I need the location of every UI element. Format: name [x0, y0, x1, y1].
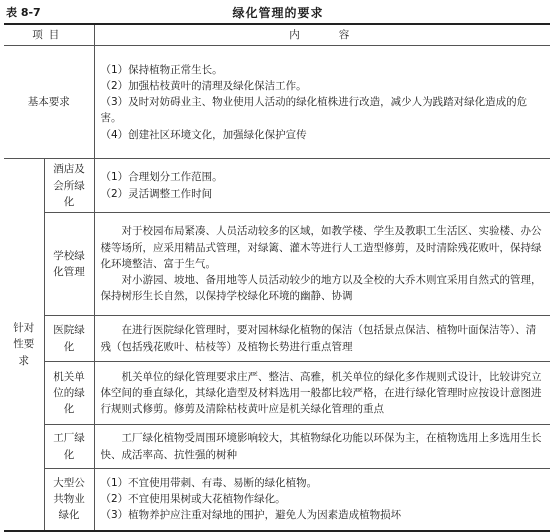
- table-caption: [6, 4, 550, 22]
- public-item: （1）不宜使用带刺、有毒、易断的绿化植物。: [100, 476, 318, 489]
- table-row-school: [4, 213, 550, 316]
- targeted-requirements-label: 针对性要求: [4, 159, 44, 531]
- row-label-government: 机关单位的绿化: [44, 362, 94, 425]
- row-content-school: [94, 213, 550, 316]
- row-content-government: [94, 362, 550, 425]
- table-row-basic: [4, 46, 550, 159]
- table-row-hospital: [4, 316, 550, 362]
- school-paragraph: 对小游园、坡地、备用地等人员活动较少的地方以及全校的大乔木则宜采用自然式的管理，保持树形生长自然，以保持学校绿化环境的幽静、协调: [100, 274, 542, 303]
- row-content-hotel: [94, 159, 550, 213]
- row-content-hospital: [94, 316, 550, 362]
- hotel-item: （1）合理划分工作范围。: [100, 171, 223, 184]
- table-number: 表 8-7: [6, 6, 41, 19]
- row-label-hotel: 酒店及会所绿化: [44, 159, 94, 213]
- requirements-table: [4, 23, 550, 532]
- public-item: （3）植物养护应注重对绿地的围护，避免人为因素造成植物损坏: [100, 509, 402, 522]
- basic-item: （3）及时对妨碍业主、物业使用人活动的绿化植株进行改造，减少人为践踏对绿化造成的危害。: [100, 96, 528, 125]
- basic-requirements-label: 基本要求: [4, 46, 94, 159]
- table-row-factory: [4, 425, 550, 469]
- school-paragraph: 对于校园布局紧凑、人员活动较多的区域，如教学楼、学生及教职工生活区、实验楼、办公楼等场所，应采用精品式管理，对绿篱、灌木等进行人工造型修剪，及时清除残花败叶，保持绿化环境整洁、富于生气。: [100, 225, 542, 270]
- table-title: 绿化管理的要求: [232, 6, 324, 20]
- header-item: 项目: [4, 24, 94, 46]
- header-content: 内 容: [94, 24, 550, 46]
- basic-item: （1）保持植物正常生长。: [100, 63, 223, 76]
- table-row-government: [4, 362, 550, 425]
- row-content-factory: [94, 425, 550, 469]
- public-item: （2）不宜使用果树或大花植物作绿化。: [100, 493, 286, 506]
- row-label-school: 学校绿化管理: [44, 213, 94, 316]
- row-content-public: [94, 469, 550, 531]
- row-label-hospital: 医院绿化: [44, 316, 94, 362]
- table-row-public: [4, 469, 550, 531]
- hotel-item: （2）灵活调整工作时间: [100, 187, 213, 200]
- basic-requirements-content: [94, 46, 550, 159]
- row-label-factory: 工厂绿化: [44, 425, 94, 469]
- factory-paragraph: 工厂绿化植物受周围环境影响较大，其植物绿化功能以环保为主，在植物选用上多选用生长快、成活率高、抗性强的树种: [100, 432, 542, 461]
- basic-item: （2）加强枯枝黄叶的清理及绿化保洁工作。: [100, 79, 307, 92]
- table-header-row: [4, 24, 550, 46]
- government-paragraph: 机关单位的绿化管理要求庄严、整洁、高雅，机关单位的绿化多作规则式设计，比较讲究立体空间的垂直绿化，其绿化造型及材料选用一般都比较严格，在进行绿化管理时应按设计意图进行规则式修剪。修剪及清除枯枝黄叶应是机关绿化管理的重点: [100, 370, 542, 416]
- row-label-public: 大型公共物业绿化: [44, 469, 94, 531]
- basic-item: （4）创建社区环境文化，加强绿化保护宣传: [100, 128, 307, 141]
- hospital-paragraph: 在进行医院绿化管理时，要对园林绿化植物的保洁（包括景点保洁、植物叶面保洁等）、清残（包括残花败叶、枯枝等）及植物长势进行重点管理: [100, 324, 537, 353]
- table-row-hotel: [4, 159, 550, 213]
